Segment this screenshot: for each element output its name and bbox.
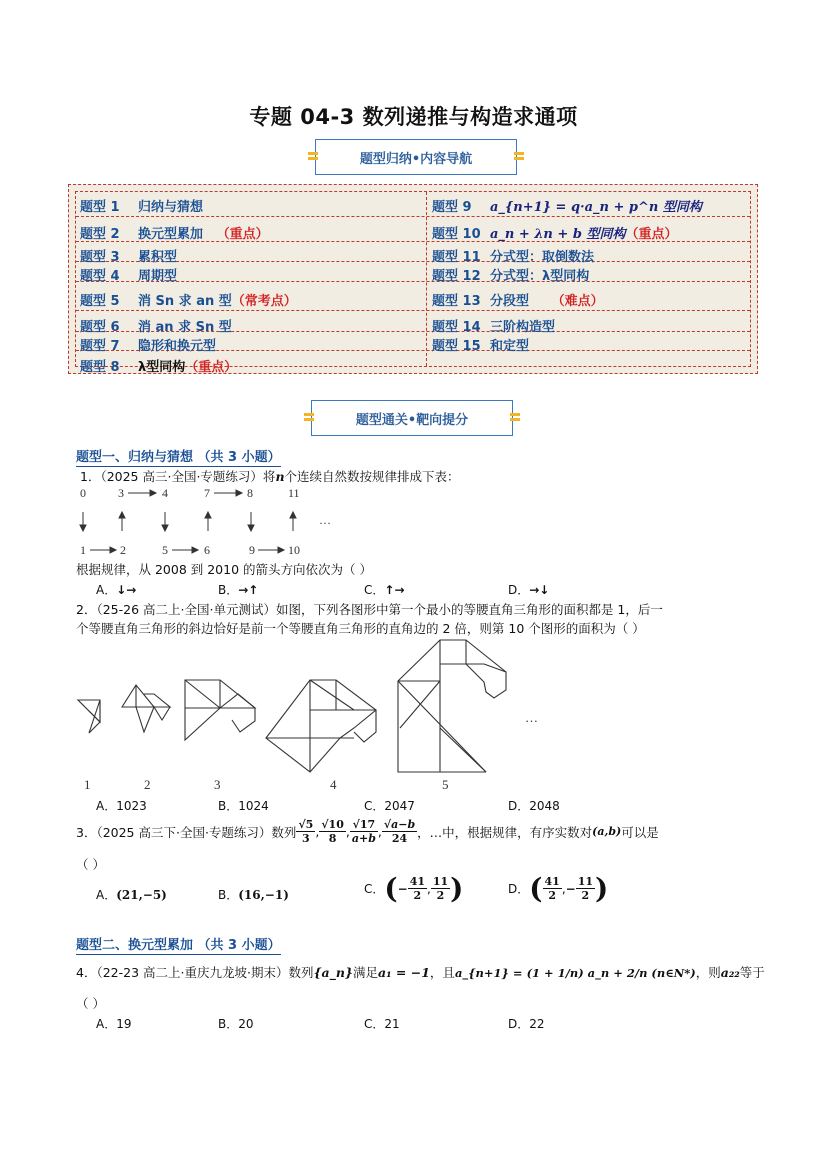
option-value: 20 xyxy=(238,1017,254,1031)
toc-label: a_n + λn + b 型同构 xyxy=(490,227,626,242)
option-value: 1024 xyxy=(238,799,269,813)
banner-practice-text: 题型通关•靶向提分 xyxy=(355,412,469,428)
frac-den: 3 xyxy=(302,832,310,845)
option-frac-1 xyxy=(408,875,427,902)
frac-num: √17 xyxy=(350,818,378,832)
option-letter: B． xyxy=(218,583,239,597)
option-letter: B． xyxy=(218,888,239,902)
banner-right-deco-icon xyxy=(510,413,520,416)
toc-label: 分式型：取倒数法 xyxy=(490,250,595,265)
toc-label: 累积型 xyxy=(138,250,178,265)
q2-line2: 个等腰直角三角形的斜边恰好是前一个等腰直角三角形的直角边的 2 倍，则第 10 个图形的面积为（ ） xyxy=(76,621,645,636)
toc-item-11[interactable] xyxy=(432,246,594,265)
toc-key: 题型 2 xyxy=(80,227,120,242)
q3-term-4 xyxy=(382,818,417,845)
q1-stem-a: 1．（2025 高三·全国·专题练习）将 xyxy=(80,469,276,484)
frac-num: 41 xyxy=(544,875,560,888)
q4-seq: {a_n} xyxy=(313,965,353,980)
q4-cond: a₁ = −1 xyxy=(377,965,430,980)
toc-label: 和定型 xyxy=(490,339,530,354)
q1-var: n xyxy=(275,469,285,484)
banner-left-deco-icon xyxy=(308,152,318,155)
toc-key: 题型 4 xyxy=(80,269,120,284)
toc-label: λ型同构 xyxy=(138,360,186,375)
figure-label-5: 5 xyxy=(442,777,449,792)
toc-key: 题型 9 xyxy=(432,200,472,215)
toc-row-sep xyxy=(76,261,750,262)
toc-label: 消 Sn 求 an 型 xyxy=(138,294,232,309)
q4-option-b[interactable] xyxy=(218,1015,254,1032)
banner-practice xyxy=(311,400,513,436)
q1-bottom-4: 9 xyxy=(249,543,255,557)
toc-key: 题型 11 xyxy=(432,250,481,265)
option-letter: B． xyxy=(218,1017,239,1031)
toc-key: 题型 12 xyxy=(432,269,481,284)
q1-top-2: 4 xyxy=(162,486,168,500)
arrowhead-icon xyxy=(236,490,242,496)
frac-num: √5 xyxy=(298,818,314,831)
q3-option-c[interactable]: C． ( − $\frac{41}{2}$ , $\frac{11}{2}$ ) xyxy=(364,872,464,905)
banner-content-nav xyxy=(315,139,517,175)
q1-option-d[interactable] xyxy=(508,581,549,598)
option-frac-2 xyxy=(431,875,450,902)
arrowhead-icon xyxy=(150,490,156,496)
page-title: 专题 04-3 数列递推与构造求通项 xyxy=(249,105,578,129)
toc-item-10[interactable] xyxy=(432,223,677,242)
option-letter: C． xyxy=(364,1017,385,1031)
option-letter: A． xyxy=(96,888,117,902)
option-value: (16,−1) xyxy=(238,888,289,902)
toc-table xyxy=(68,184,758,374)
option-letter: D． xyxy=(508,882,530,896)
figure-label-2: 2 xyxy=(144,777,151,792)
arrowhead-icon xyxy=(110,547,116,553)
q1-question: 根据规律，从 2008 到 2010 的箭头方向依次为（ ） xyxy=(76,562,372,577)
q1-bottom-2: 5 xyxy=(162,543,168,557)
option-arrows: ↑→ xyxy=(384,583,405,597)
frac-num: 41 xyxy=(409,875,426,888)
toc-label: 消 an 求 Sn 型 xyxy=(138,320,232,335)
option-sign: − xyxy=(565,881,576,896)
option-value: 2048 xyxy=(529,799,560,813)
toc-item-15[interactable] xyxy=(432,335,529,354)
q4-recur: a_{n+1} = (1 + 1/n) a_n + 2/n (n∈N*) xyxy=(454,966,696,980)
frac-den: 2 xyxy=(436,889,445,902)
frac-num: √a−b xyxy=(383,818,416,831)
q1-top-0: 0 xyxy=(80,486,86,500)
frac-num: 11 xyxy=(577,875,594,888)
toc-label: a_{n+1} = q·a_n + p^n 型同构 xyxy=(490,200,702,215)
option-letter: C． xyxy=(364,799,385,813)
option-letter: C． xyxy=(364,583,385,597)
q1-ellipsis: … xyxy=(319,513,331,527)
q4-stem-c: ，且 xyxy=(429,965,455,980)
paren-left-icon: ( xyxy=(529,872,543,905)
option-letter: A． xyxy=(96,583,117,597)
q3-pair: (a,b) xyxy=(592,825,622,838)
figure-1 xyxy=(78,700,100,733)
option-value: 2047 xyxy=(384,799,415,813)
paren-right-icon: ) xyxy=(595,872,609,905)
q4-target: a₂₂ xyxy=(720,965,740,980)
toc-item-9[interactable] xyxy=(432,196,702,215)
toc-tag: （重点） xyxy=(625,227,678,242)
toc-item-1[interactable] xyxy=(80,196,203,215)
frac-den: 2 xyxy=(581,889,590,902)
arrowhead-icon xyxy=(80,525,86,531)
toc-key: 题型 8 xyxy=(80,360,120,375)
toc-key: 题型 10 xyxy=(432,227,481,242)
option-letter: D． xyxy=(508,799,530,813)
toc-label: 分段型 xyxy=(490,294,530,309)
q3-option-a[interactable] xyxy=(96,886,167,903)
frac-den: a+b xyxy=(351,832,376,845)
q3-stem: 3．（2025 高三下·全国·专题练习）数列 $\frac{√5}{3}$ , $\frac{√10}{8}$ , $\frac{√17}{a+b}$ , $\frac{√a-b}{24}$ ，…中，根据规律，有序实数对 (a,b) 可以是 xyxy=(76,818,659,845)
banner-content-nav-text: 题型归纳•内容导航 xyxy=(359,151,473,167)
toc-row-sep xyxy=(76,281,750,282)
q4-stem-d: ，则 xyxy=(695,965,721,980)
q4-stem-e: 等于 xyxy=(739,965,765,980)
option-value: 21 xyxy=(384,1017,400,1031)
toc-key: 题型 1 xyxy=(80,200,120,215)
section-heading-1: 题型一、归纳与猜想 （共 3 小题） xyxy=(76,446,281,467)
option-value: 1023 xyxy=(116,799,147,813)
q1-arrow-table xyxy=(74,484,364,560)
q1-top-1: 3 xyxy=(118,486,124,500)
arrowhead-icon xyxy=(162,525,168,531)
q3-stem-a: 3．（2025 高三下·全国·专题练习）数列 xyxy=(76,824,297,840)
q1-top-4: 8 xyxy=(247,486,253,500)
q4-option-d[interactable] xyxy=(508,1015,545,1032)
toc-item-12[interactable] xyxy=(432,265,589,284)
toc-key: 题型 6 xyxy=(80,320,120,335)
q1-stem-b: 个连续自然数按规律排成下表： xyxy=(284,469,460,484)
option-letter: D． xyxy=(508,1017,530,1031)
toc-item-7[interactable] xyxy=(80,335,216,354)
toc-tag: （难点） xyxy=(551,294,604,309)
toc-label: 隐形和换元型 xyxy=(138,339,217,354)
q3-option-d[interactable]: D． ( $\frac{41}{2}$ , − $\frac{11}{2}$ ) xyxy=(508,872,609,905)
arrowhead-icon xyxy=(290,512,296,518)
toc-item-6[interactable] xyxy=(80,316,232,335)
toc-tag: （重点） xyxy=(185,360,238,375)
toc-key: 题型 13 xyxy=(432,294,481,309)
q1-bottom-3: 6 xyxy=(204,543,210,557)
toc-column-divider xyxy=(426,192,427,366)
option-value: (21,−5) xyxy=(116,888,167,902)
q2-figures xyxy=(70,636,550,796)
arrowhead-icon xyxy=(248,525,254,531)
q4-option-c[interactable] xyxy=(364,1015,400,1032)
banner-left-deco-icon xyxy=(304,413,314,416)
q1-top-3: 7 xyxy=(204,486,210,500)
toc-item-5[interactable] xyxy=(80,290,297,309)
option-letter: C． xyxy=(364,882,385,896)
paren-left-icon: ( xyxy=(384,872,398,905)
option-letter: D． xyxy=(508,583,530,597)
q1-bottom-5: 10 xyxy=(288,543,300,557)
figure-label-3: 3 xyxy=(214,777,221,792)
q3-stem-c: 可以是 xyxy=(621,824,659,840)
arrowhead-icon xyxy=(192,547,198,553)
toc-tag: （常考点） xyxy=(231,294,297,309)
option-letter: A． xyxy=(96,799,117,813)
frac-den: 8 xyxy=(328,832,337,845)
q1-bottom-0: 1 xyxy=(80,543,86,557)
option-arrows: ↓→ xyxy=(116,583,137,597)
toc-item-4[interactable] xyxy=(80,265,177,284)
figure-2 xyxy=(122,685,170,732)
option-frac-1 xyxy=(543,875,562,902)
q4-stem xyxy=(76,963,765,981)
q1-option-c[interactable] xyxy=(364,581,405,598)
q2-option-d[interactable] xyxy=(508,797,560,814)
arrowhead-icon xyxy=(119,512,125,518)
q1-stem xyxy=(80,467,460,485)
frac-num: 11 xyxy=(432,875,449,888)
q1-bottom-1: 2 xyxy=(120,543,126,557)
q2-option-c[interactable] xyxy=(364,797,415,814)
q3-term-1 xyxy=(296,818,315,845)
q2-option-b[interactable] xyxy=(218,797,269,814)
q3-term-2 xyxy=(319,818,346,845)
q4-paren: （ ） xyxy=(76,996,105,1011)
q2-line1: 2．（25-26 高二上·全国·单元测试）如图，下列各图形中第一个最小的等腰直角三角形的面积都是 1，后一 xyxy=(76,602,663,617)
toc-key: 题型 14 xyxy=(432,320,481,335)
figure-label-4: 4 xyxy=(330,777,337,792)
frac-num: √10 xyxy=(321,818,344,831)
q1-top-5: 11 xyxy=(288,486,300,500)
toc-label: 分式型：λ型同构 xyxy=(490,269,590,284)
frac-den: 2 xyxy=(548,889,556,902)
arrowhead-icon xyxy=(278,547,284,553)
q3-option-b[interactable] xyxy=(218,886,289,903)
option-arrows: →↓ xyxy=(529,583,550,597)
toc-label: 周期型 xyxy=(138,269,178,284)
toc-item-13[interactable] xyxy=(432,290,604,309)
toc-item-8[interactable] xyxy=(80,356,237,375)
figure-3 xyxy=(185,680,255,740)
option-letter: B． xyxy=(218,799,239,813)
q1-option-b[interactable] xyxy=(218,581,258,598)
figure-5 xyxy=(398,640,506,772)
banner-right-deco-icon xyxy=(514,152,524,155)
toc-item-2[interactable] xyxy=(80,223,269,242)
toc-row-sep xyxy=(76,216,750,217)
toc-item-14[interactable] xyxy=(432,316,555,335)
q3-term-3 xyxy=(350,818,378,845)
option-arrows: →↑ xyxy=(238,583,259,597)
toc-item-3[interactable] xyxy=(80,246,177,265)
toc-row-sep xyxy=(76,310,750,311)
toc-label: 归纳与猜想 xyxy=(138,200,204,215)
toc-key: 题型 7 xyxy=(80,339,120,354)
q3-paren: （ ） xyxy=(76,857,105,872)
arrowhead-icon xyxy=(205,512,211,518)
figure-4 xyxy=(266,680,376,772)
toc-label: 换元型累加 xyxy=(138,227,204,242)
option-letter: A． xyxy=(96,1017,117,1031)
option-sign: − xyxy=(397,881,408,896)
figure-ellipsis: … xyxy=(525,710,538,725)
option-frac-2 xyxy=(576,875,595,902)
q4-option-a[interactable] xyxy=(96,1015,132,1032)
toc-key: 题型 3 xyxy=(80,250,120,265)
q2-option-a[interactable] xyxy=(96,797,147,814)
section-heading-2: 题型二、换元型累加 （共 3 小题） xyxy=(76,934,281,955)
option-value: 19 xyxy=(116,1017,132,1031)
toc-key: 题型 5 xyxy=(80,294,120,309)
paren-right-icon: ) xyxy=(450,872,464,905)
frac-den: 2 xyxy=(413,889,422,902)
frac-den: 24 xyxy=(391,832,408,845)
q4-stem-b: 满足 xyxy=(352,965,378,980)
toc-label: 三阶构造型 xyxy=(490,320,556,335)
q4-stem-a: 4．（22-23 高二上·重庆九龙坡·期末）数列 xyxy=(76,965,314,980)
q1-option-a[interactable] xyxy=(96,581,136,598)
q3-stem-b: ，…中，根据规律，有序实数对 xyxy=(417,824,593,840)
toc-tag: （重点） xyxy=(216,227,269,242)
figure-label-1: 1 xyxy=(84,777,91,792)
option-value: 22 xyxy=(529,1017,545,1031)
toc-key: 题型 15 xyxy=(432,339,481,354)
